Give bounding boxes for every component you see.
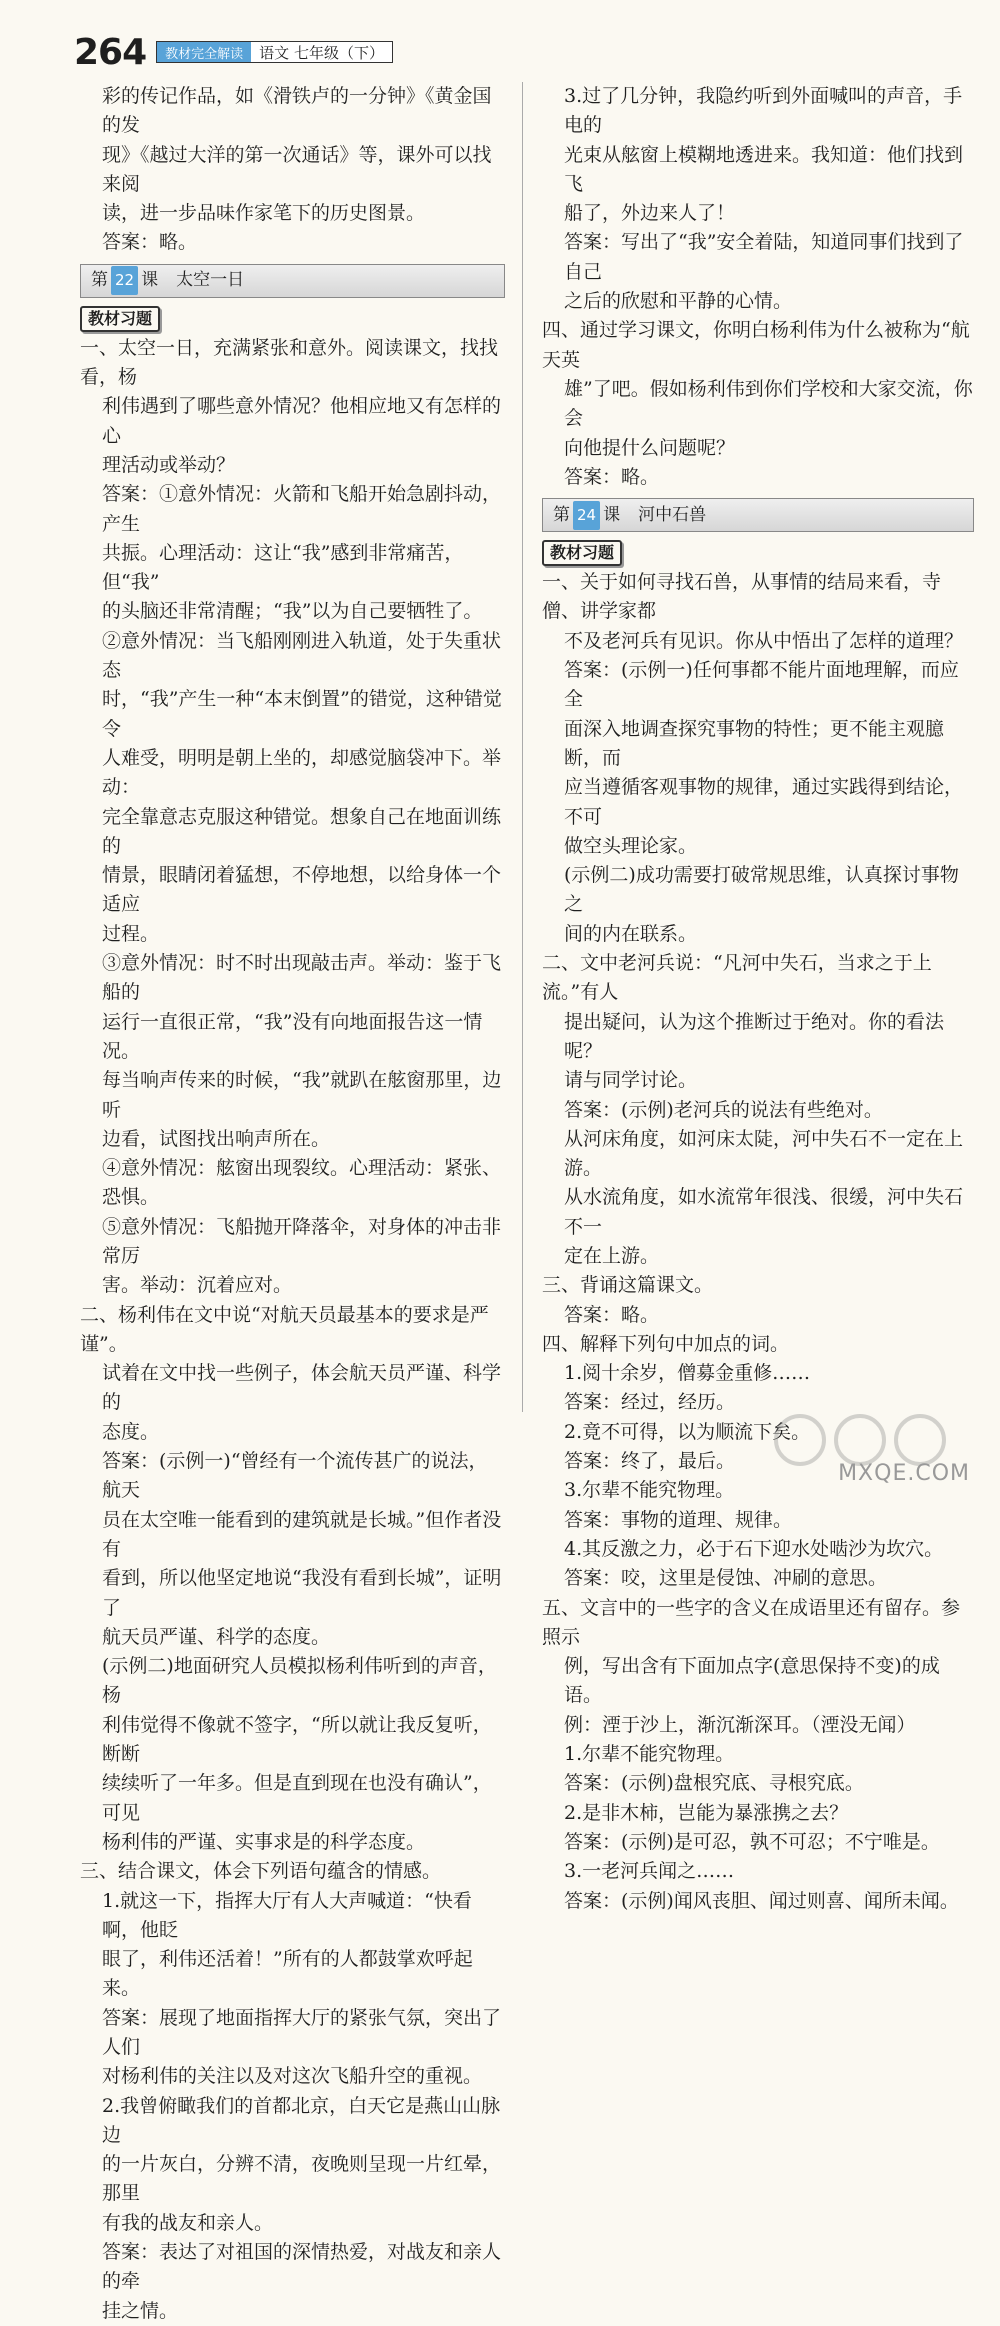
text-line: (示例二)地面研究人员模拟杨利伟听到的声音，杨 [102,1655,497,1707]
question-line: 二、文中老河兵说：“凡河中失石，当求之于上流。”有人 [542,952,932,1004]
text-line: 答案：略。 [102,231,198,254]
text-line: 2.是非木柿，岂能为暴涨携之去？ [564,1801,849,1824]
left-column [80,82,505,2326]
text-line: 答案：(示例一)“曾经有一个流传甚广的说法，航天 [102,1450,488,1502]
text-line: 的头脑还非常清醒；“我”以为自己要牺牲了。 [102,600,483,623]
text-line: 答案：经过，经历。 [564,1391,736,1414]
text-line: 答案：(示例)盘根究底、寻根究底。 [564,1772,864,1795]
text-line: 例，写出含有下面加点字(意思保持不变)的成语。 [564,1655,940,1707]
text-line: 理活动或举动？ [102,453,236,476]
text-line: ⑤意外情况：飞船抛开降落伞，对身体的冲击非常厉 [102,1215,502,1267]
text-line: 答案：写出了“我”安全着陆，知道同事们找到了自己 [564,231,964,283]
lesson-heading [80,264,505,298]
text-line: 眼了，利伟还活着！”所有的人都鼓掌欢呼起来。 [102,1948,473,2000]
text-line: 共振。心理活动：这让“我”感到非常痛苦，但“我” [102,541,464,594]
lesson-suffix: 课 [603,504,621,525]
text-line: 情景，眼睛闭着猛想，不停地想，以给身体一个适应 [102,864,502,916]
text-line: 答案：(示例一)任何事都不能片面地理解，而应全 [564,659,959,711]
question-line: 一、关于如何寻找石兽，从事情的结局来看，寺僧、讲学家都 [542,571,942,623]
lesson-number: 24 [573,501,600,530]
text-line: 现》《越过大洋的第一次通话》等，课外可以找来阅 [102,143,492,195]
text-line: 杨利伟的严谨、实事求是的科学态度。 [102,1830,426,1853]
text-line: 答案：(示例)是可忍，孰不可忍；不宁唯是。 [564,1830,940,1853]
text-line: 从水流角度，如水流常年很浅、很缓，河中失石不一 [564,1186,964,1238]
column-divider [522,82,523,1412]
text-line: 答案：咬，这里是侵蚀、冲刷的意思。 [564,1567,888,1590]
text-line: 从河床角度，如河床太陡，河中失石不一定在上游。 [564,1127,964,1180]
text-line: 过程。 [102,922,160,945]
text-line: 每当响声传来的时候，“我”就趴在舷窗那里，边听 [102,1069,502,1121]
text-line: 态度。 [102,1420,160,1443]
text-line: 提出疑问，认为这个推断过于绝对。你的看法呢？ [564,1010,945,1062]
text-line: 人难受，明明是朝上坐的，却感觉脑袋冲下。举动： [102,746,502,799]
text-line: 有我的战友和亲人。 [102,2211,274,2234]
text-line: 1.尔辈不能究物理。 [564,1743,735,1766]
text-line: 3.尔辈不能究物理。 [564,1479,735,1502]
question-line: 四、解释下列句中加点的词。 [542,1332,790,1355]
watermark-text: MXQE.COM [838,1461,970,1486]
subject-label: 语文 七年级（下） [251,42,392,62]
text-line: 害。举动：沉着应对。 [102,1274,293,1297]
text-line: 挂之情。 [102,2299,179,2322]
text-line: 完全靠意志克服这种错觉。想象自己在地面训练的 [102,805,502,857]
lesson-prefix: 第 [553,504,570,525]
text-line: 答案：略。 [564,465,660,488]
right-column [542,82,974,1916]
text-line: 读，进一步品味作家笔下的历史图景。 [102,202,426,225]
text-line: 应当遵循客观事物的规律，通过实践得到结论，不可 [564,776,964,828]
text-line: 间的内在联系。 [564,922,698,945]
lesson-suffix: 课 [141,270,159,291]
question-line: 三、背诵这篇课文。 [542,1274,714,1297]
text-line: 时，“我”产生一种“本末倒置”的错觉，这种错觉令 [102,688,502,740]
lesson-number: 22 [111,266,138,295]
text-line: 看到，所以他坚定地说“我没有看到长城”，证明了 [102,1567,502,1619]
text-line: 1.阅十余岁，僧募金重修…… [564,1362,811,1385]
text-line: 定在上游。 [564,1244,660,1267]
text-line: 的一片灰白，分辨不清，夜晚则呈现一片红晕，那里 [102,2153,502,2205]
lesson-heading [542,498,974,532]
text-line: 做空头理论家。 [564,834,698,857]
text-line: (示例二)成功需要打破常规思维，认真探讨事物之 [564,864,959,916]
question-line: 四、通过学习课文，你明白杨利伟为什么被称为“航天英 [542,319,970,371]
text-line: 答案：表达了对祖国的深情热爱，对战友和亲人的牵 [102,2241,502,2293]
lesson-title: 河中石兽 [638,504,707,525]
exercise-label: 教材习题 [80,306,160,332]
lesson-prefix: 第 [91,270,108,291]
text-line: 光束从舷窗上模糊地透进来。我知道：他们找到飞 [564,143,964,195]
question-line: 三、结合课文，体会下列语句蕴含的情感。 [80,1860,442,1883]
lesson-title: 太空一日 [176,270,245,291]
text-line: 试着在文中找一些例子，体会航天员严谨、科学的 [102,1362,502,1414]
text-line: ③意外情况：时不时出现敲击声。举动：鉴于飞船的 [102,952,502,1004]
text-line: 答案：①意外情况：火箭和飞船开始急剧抖动，产生 [102,483,502,535]
text-line: 答案：(示例)老河兵的说法有些绝对。 [564,1098,883,1121]
text-line: 例：湮于沙上，渐沉渐深耳。（湮没无闻） [564,1713,916,1736]
text-line: 对杨利伟的关注以及对这次飞船升空的重视。 [102,2065,483,2088]
text-line: 答案：展现了地面指挥大厅的紧张气氛，突出了人们 [102,2006,502,2058]
text-line: 航天员严谨、科学的态度。 [102,1625,331,1648]
text-line: 答案：终了，最后。 [564,1450,736,1473]
text-line: 2.竟不可得，以为顺流下矣。 [564,1420,811,1443]
text-line: 面深入地调查探究事物的特性；更不能主观臆断，而 [564,717,945,769]
text-line: ④意外情况：舷窗出现裂纹。心理活动：紧张、恐惧。 [102,1157,502,1209]
page-header [74,32,393,72]
question-line: 五、文言中的一些字的含义在成语里还有留存。参照示 [542,1596,961,1648]
text-line: 之后的欣慰和平静的心情。 [564,290,793,313]
text-line: 3.过了几分钟，我隐约听到外面喊叫的声音，手电的 [564,85,963,137]
text-line: 利伟遇到了哪些意外情况？他相应地又有怎样的心 [102,395,502,447]
text-line: 4.其反激之力，必于石下迎水处啮沙为坎穴。 [564,1537,944,1560]
text-line: 1.就这一下，指挥大厅有人大声喊道：“快看啊，他眨 [102,1889,472,1941]
series-label: 教材完全解读 [157,42,251,62]
text-line: 边看，试图找出响声所在。 [102,1127,331,1150]
text-line: 彩的传记作品，如《滑铁卢的一分钟》《黄金国的发 [102,85,492,137]
text-line: 不及老河兵有见识。你从中悟出了怎样的道理？ [564,629,964,652]
text-line: 2.我曾俯瞰我们的首都北京，白天它是燕山山脉边 [102,2094,501,2146]
text-line: 运行一直很正常，“我”没有向地面报告这一情况。 [102,1010,483,1062]
text-line: 利伟觉得不像就不签字，“所以就让我反复听，断断 [102,1713,492,1766]
text-line: 答案：(示例)闻风丧胆、闻过则喜、闻所未闻。 [564,1889,959,1912]
book-tag [156,41,393,63]
question-line: 二、杨利伟在文中说“对航天员最基本的要求是严谨”。 [80,1303,489,1355]
text-line: 雄”了吧。假如杨利伟到你们学校和大家交流，你会 [564,377,973,430]
text-line: 答案：略。 [564,1303,660,1326]
page-number: 264 [74,31,147,73]
text-line: 船了，外边来人了！ [564,202,736,225]
text-line: 3.一老河兵闻之…… [564,1860,735,1883]
text-line: 答案：事物的道理、规律。 [564,1508,793,1531]
exercise-label: 教材习题 [542,540,622,566]
text-line: ②意外情况：当飞船刚刚进入轨道，处于失重状态 [102,629,502,682]
text-line: 续续听了一年多。但是直到现在也没有确认”，可见 [102,1772,492,1824]
text-line: 请与同学讨论。 [564,1069,698,1092]
question-line: 一、太空一日，充满紧张和意外。阅读课文，找找看，杨 [80,336,499,389]
text-line: 员在太空唯一能看到的建筑就是长城。”但作者没有 [102,1508,502,1560]
text-line: 向他提什么问题呢？ [564,436,736,459]
